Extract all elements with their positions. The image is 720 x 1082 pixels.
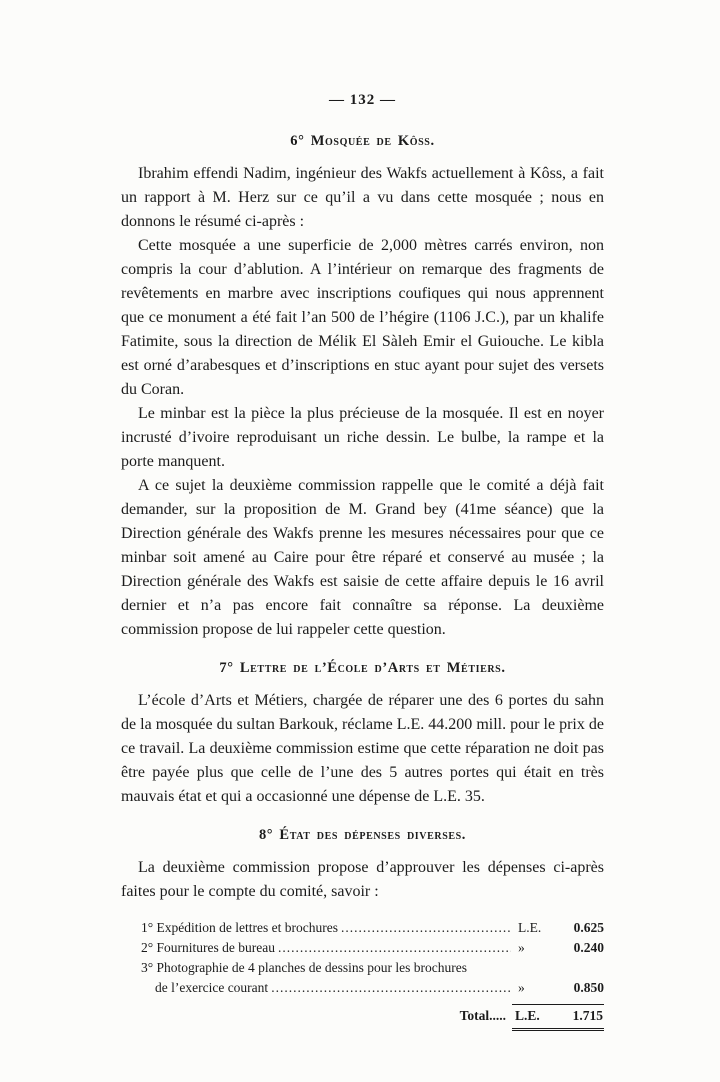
expense-row <box>141 938 604 958</box>
paragraph: Le minbar est la pièce la plus précieuse de la mosquée. Il est en noyer incrusté d’ivoire reproduisant un riche dessin. Le bulbe, la rampe et la porte manquent. <box>121 405 604 470</box>
dot-leader <box>271 978 511 998</box>
paragraph: A ce sujet la deuxième commission rappelle que le comité a déjà fait demander, sur la proposition de M. Grand bey (41me séance) que la Direction générale des Wakfs prenne les mesures nécessaires pour que ce minbar soit amené au Caire pour être réparé et conservé au musée ; la Direction générale des Wakfs est saisie de cette affaire depuis le 16 avril dernier et n’a pas encore fait connaître sa réponse. La deuxième commission propose de lui rappeler cette question. <box>121 477 604 638</box>
paragraph: La deuxième commission propose d’approuver les dépenses ci-après faites pour le compte du comité, savoir : <box>121 859 604 900</box>
total-currency: L.E. <box>515 1008 540 1023</box>
expense-label: de l’exercice courant <box>155 980 269 995</box>
expense-currency: L.E. <box>518 920 542 935</box>
section-heading-7: 7° Lettre de l’École d’Arts et Métiers. <box>219 660 506 676</box>
expense-label: 2° Fournitures de bureau <box>141 940 275 955</box>
expense-currency: » <box>518 980 525 995</box>
expense-label: 1° Expédition de lettres et brochures <box>141 920 338 935</box>
paragraph: L’école d’Arts et Métiers, chargée de réparer une des 6 portes du sahn de la mosquée du sultan Barkouk, réclame L.E. 44.200 mill. pour le prix de ce travail. La deuxième commission estime que cette réparation ne doit pas être payée plus que celle de l’une des 5 autres portes qui était en très mauvais état et qui a occasionné une dépense de L.E. 35. <box>121 692 604 805</box>
expense-amount: 0.625 <box>573 920 604 935</box>
section-heading-6: 6° Mosquée de Kôss. <box>290 133 435 149</box>
expense-amount: 0.240 <box>573 940 604 955</box>
section-heading-8: 8° État des dépenses diverses. <box>258 827 467 843</box>
dot-leader <box>278 938 511 958</box>
total-label: Total..... <box>459 1008 506 1023</box>
section-mosquee-de-koss <box>121 133 604 642</box>
expense-amount: 0.850 <box>573 980 604 995</box>
section-lettre-ecole-arts-metiers <box>121 660 604 809</box>
expense-total-row <box>141 1004 604 1031</box>
expense-row <box>141 958 604 978</box>
total-amount-box <box>512 1004 604 1031</box>
page-number: — 132 — <box>329 92 396 108</box>
dot-leader <box>341 918 511 938</box>
expense-label: 3° Photographie de 4 planches de dessins pour les brochures <box>141 960 467 975</box>
expense-row <box>141 918 604 938</box>
paragraph: Cette mosquée a une superficie de 2,000 mètres carrés environ, non compris la cour d’ablution. A l’intérieur on remarque des fragments de revêtements en marbre avec inscriptions coufiques qui nous apprennent que ce monument a été fait l’an 500 de l’hégire (1106 J.C.), par un khalife Fatimite, sous la direction de Mélik El Sàleh Emir el Guiouche. Le kibla est orné d’arabesques et d’inscriptions en stuc ayant pour sujet des versets du Coran. <box>121 237 604 398</box>
section-etat-depenses-diverses <box>121 827 604 904</box>
expense-row-continuation <box>141 978 604 998</box>
expense-currency: » <box>518 940 525 955</box>
paragraph: Ibrahim effendi Nadim, ingénieur des Wakfs actuellement à Kôss, a fait un rapport à M. Herz sur ce qu’il a vu dans cette mosquée ; nous en donnons le résumé ci-après : <box>121 165 604 230</box>
total-amount: 1.715 <box>572 1008 603 1023</box>
expense-table <box>141 918 604 1031</box>
